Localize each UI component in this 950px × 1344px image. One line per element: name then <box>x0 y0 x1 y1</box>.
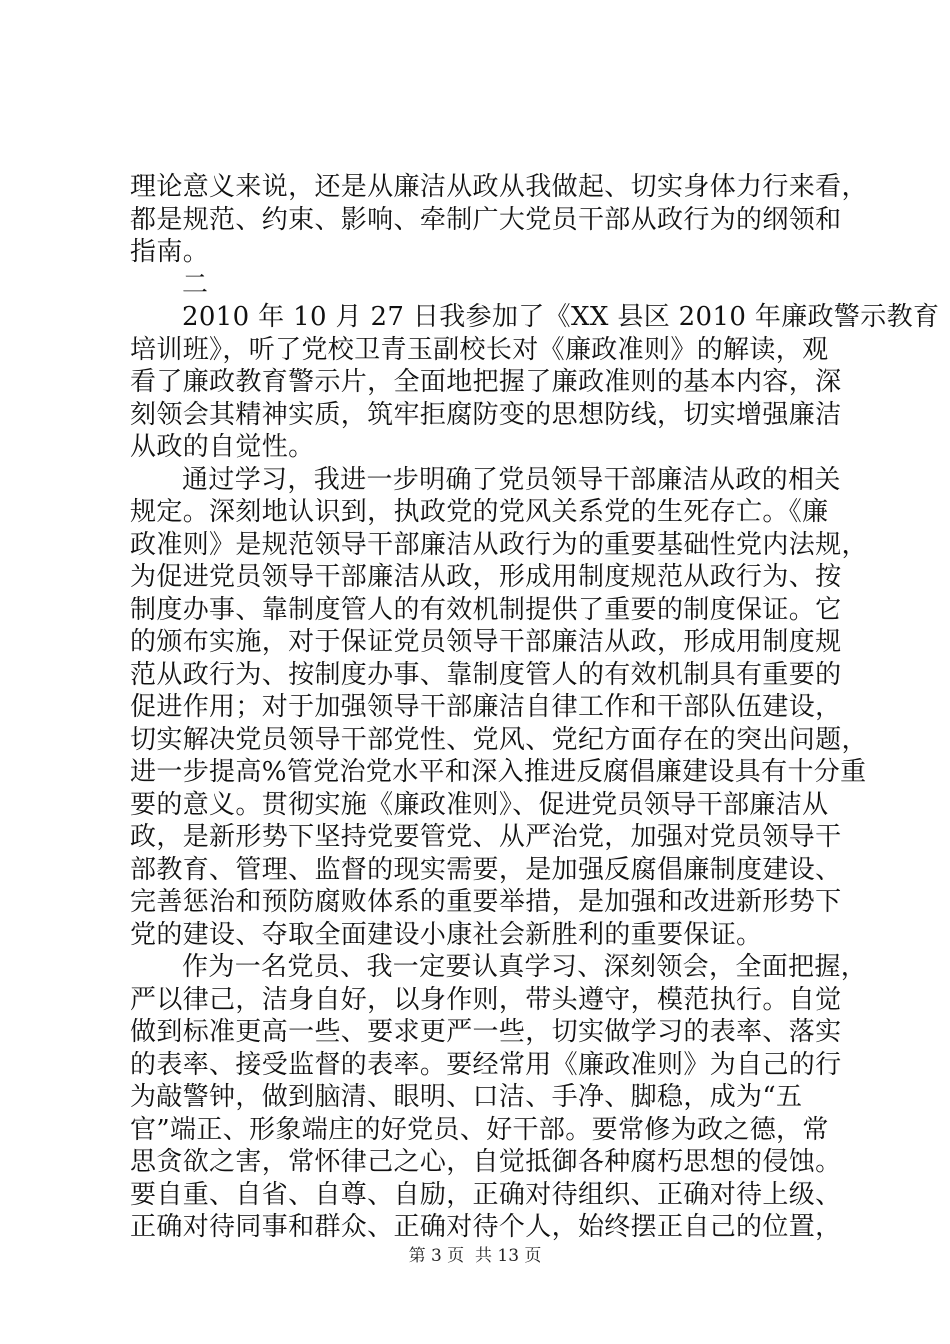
text-line: 看了廉政教育警示片，全面地把握了廉政准则的基本内容，深 <box>130 367 842 397</box>
text-line: 通过学习，我进一步明确了党员领导干部廉洁从政的相关 <box>182 464 841 495</box>
text-line: 要自重、自省、自尊、自励，正确对待组织、正确对待上级、 <box>130 1179 842 1210</box>
text-line: 切实解决党员领导干部党性、党风、党纪方面存在的突出问题， <box>130 724 868 755</box>
text-line: 严以律己，洁身自好，以身作则，带头遵守，模范执行。自觉 <box>130 984 842 1015</box>
text-line: 要的意义。贯彻实施《廉政准则》、促进党员领导干部廉洁从 <box>130 789 829 820</box>
text-line: 制度办事、靠制度管人的有效机制提供了重要的制度保证。它 <box>130 594 842 625</box>
text-line: 进一步提高%管党治党水平和深入推进反腐倡廉建设具有十分重 <box>130 757 867 787</box>
text-line: 官”端正、形象端庄的好党员、好干部。要常修为政之德，常 <box>130 1114 829 1145</box>
page-number-label: 第 3 页 共 13 页 <box>408 1246 542 1266</box>
text-line: 完善惩治和预防腐败体系的重要举措，是加强和改进新形势下 <box>130 887 842 917</box>
text-line: 规定。深刻地认识到，执政党的党风关系党的生死存亡。《廉 <box>130 497 829 527</box>
text-line: 政准则》是规范领导干部廉洁从政行为的重要基础性党内法规， <box>130 529 868 560</box>
page-footer <box>0 1245 950 1267</box>
text-line: 从政的自觉性。 <box>130 432 315 462</box>
body-text <box>130 171 940 1244</box>
text-line: 为促进党员领导干部廉洁从政，形成用制度规范从政行为、按 <box>130 562 842 592</box>
text-line: 部教育、管理、监督的现实需要，是加强反腐倡廉制度建设、 <box>130 854 842 885</box>
text-line: 刻领会其精神实质，筑牢拒腐防变的思想防线，切实增强廉洁 <box>130 399 842 430</box>
text-line: 二 <box>182 269 209 300</box>
text-line: 理论意义来说，还是从廉洁从政从我做起、切实身体力行来看， <box>130 172 868 202</box>
text-line: 2010 年 10 月 27 日我参加了《XX 县区 2010 年廉政警示教育 <box>182 302 940 332</box>
text-line: 为敲警钟，做到脑清、眼明、口洁、手净、脚稳，成为“五 <box>130 1082 803 1112</box>
text-line: 促进作用；对于加强领导干部廉洁自律工作和干部队伍建设， <box>130 692 842 722</box>
text-line: 做到标准更高一些、要求更严一些，切实做学习的表率、落实 <box>130 1017 842 1047</box>
text-line: 作为一名党员、我一定要认真学习、深刻领会，全面把握， <box>182 952 868 982</box>
text-line: 指南。 <box>130 237 210 267</box>
text-line: 政，是新形势下坚持党要管党、从严治党，加强对党员领导干 <box>130 822 842 852</box>
text-line: 范从政行为、按制度办事、靠制度管人的有效机制具有重要的 <box>130 659 842 690</box>
text-line: 思贪欲之害，常怀律己之心，自觉抵御各种腐朽思想的侵蚀。 <box>130 1147 842 1177</box>
text-line: 的表率、接受监督的表率。要经常用《廉政准则》为自己的行 <box>130 1049 842 1080</box>
text-line: 培训班》，听了党校卫青玉副校长对《廉政准则》的解读，观 <box>130 334 829 365</box>
text-line: 正确对待同事和群众、正确对待个人，始终摆正自己的位置， <box>130 1212 842 1242</box>
text-line: 党的建设、夺取全面建设小康社会新胜利的重要保证。 <box>130 919 763 950</box>
text-line: 都是规范、约束、影响、牵制广大党员干部从政行为的纲领和 <box>130 204 842 235</box>
text-line: 的颁布实施，对于保证党员领导干部廉洁从政，形成用制度规 <box>130 627 842 657</box>
